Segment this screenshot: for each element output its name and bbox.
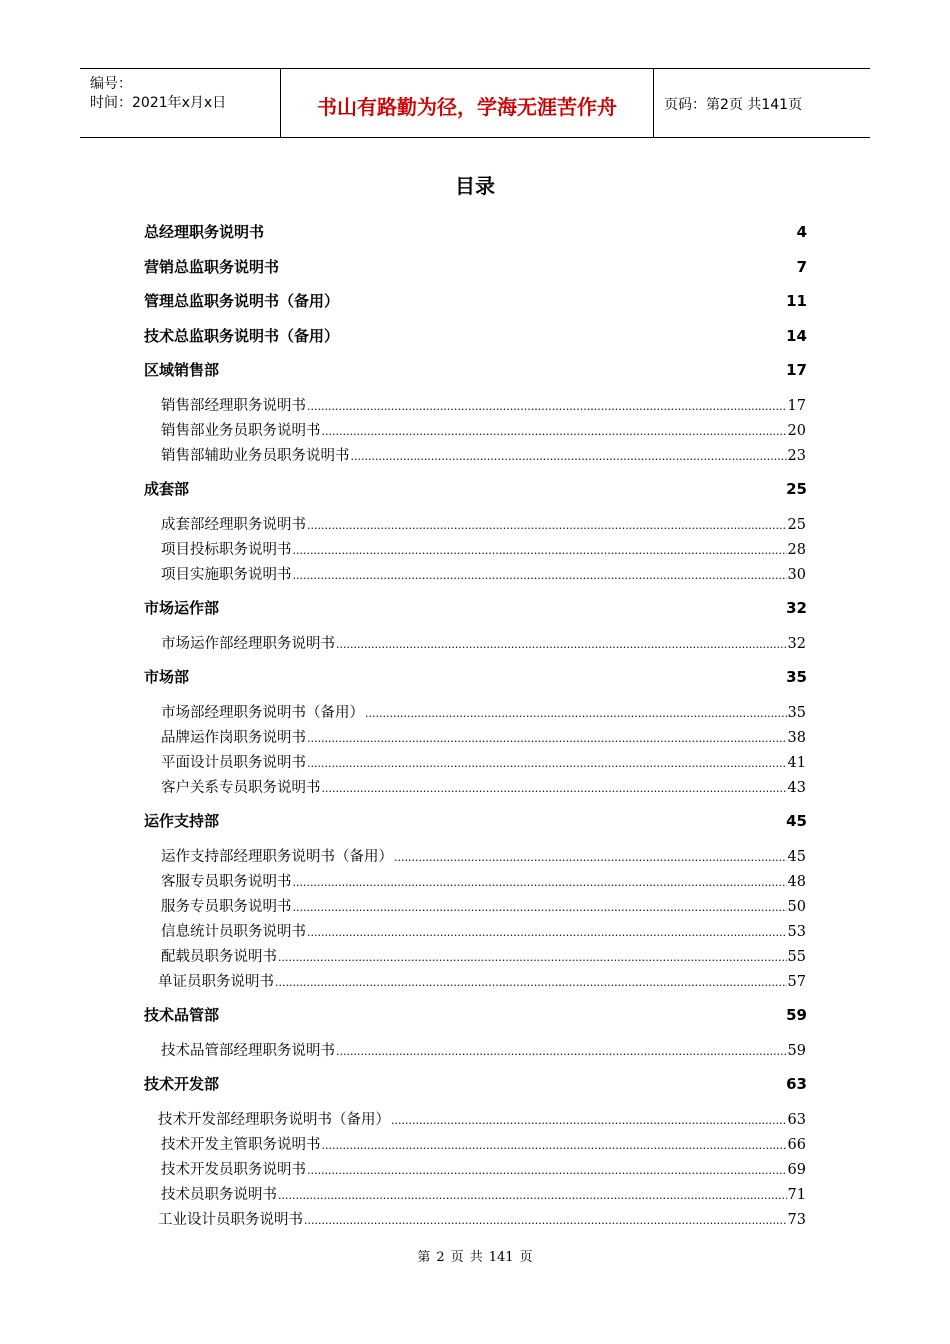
toc-entry-label: 管理总监职务说明书（备用） bbox=[144, 292, 340, 310]
toc-entry-label: 成套部 bbox=[144, 480, 190, 498]
toc-entry-label: 销售部业务员职务说明书 bbox=[161, 423, 321, 439]
toc-entry-page: 73 bbox=[787, 1212, 806, 1228]
toc-entry-label: 工业设计员职务说明书 bbox=[158, 1212, 303, 1228]
toc-section-entry[interactable] bbox=[144, 1004, 807, 1025]
toc-entry-page: 28 bbox=[787, 542, 806, 558]
toc-entry-page: 25 bbox=[787, 517, 806, 533]
toc-entry-page: 48 bbox=[787, 874, 806, 890]
toc-entry-page: 30 bbox=[787, 567, 806, 583]
toc-leader-dots bbox=[293, 544, 787, 557]
toc-entry-label: 市场部经理职务说明书（备用） bbox=[161, 705, 364, 721]
footer-part: 页 bbox=[519, 1250, 533, 1265]
toc-sub-entry[interactable] bbox=[161, 419, 806, 440]
toc-entry-page: 23 bbox=[787, 448, 806, 464]
toc-sub-entry[interactable] bbox=[161, 632, 806, 653]
toc-sub-entry[interactable] bbox=[158, 1108, 806, 1129]
toc-entry-label: 项目投标职务说明书 bbox=[161, 542, 292, 558]
toc-entry-page: 41 bbox=[787, 755, 806, 771]
toc-sub-entry[interactable] bbox=[161, 1183, 806, 1204]
toc-entry-page: 4 bbox=[796, 223, 807, 241]
footer-part: 共 bbox=[469, 1250, 483, 1265]
toc-sub-entry[interactable] bbox=[158, 1208, 806, 1229]
toc-entry-page: 11 bbox=[786, 292, 807, 310]
toc-entry-page: 66 bbox=[787, 1137, 806, 1153]
toc-entry-page: 55 bbox=[787, 949, 806, 965]
footer-part: 页 bbox=[450, 1250, 464, 1265]
toc-entry-label: 技术总监职务说明书（备用） bbox=[144, 327, 340, 345]
toc-entry-label: 技术开发部 bbox=[144, 1075, 220, 1093]
footer-current-page: 2 bbox=[436, 1250, 445, 1265]
toc-leader-dots bbox=[293, 569, 787, 582]
footer-total-pages: 141 bbox=[488, 1250, 514, 1265]
toc-leader-dots bbox=[351, 450, 787, 463]
toc-sub-entry[interactable] bbox=[158, 970, 806, 991]
toc-leader-dots bbox=[278, 1189, 787, 1202]
toc-entry-label: 项目实施职务说明书 bbox=[161, 567, 292, 583]
toc-entry-label: 平面设计员职务说明书 bbox=[161, 755, 306, 771]
toc-entry-label: 单证员职务说明书 bbox=[158, 974, 274, 990]
toc-entry-page: 69 bbox=[787, 1162, 806, 1178]
toc-entry-page: 32 bbox=[787, 636, 806, 652]
toc-entry-label: 客服专员职务说明书 bbox=[161, 874, 292, 890]
toc-section-entry[interactable] bbox=[144, 256, 807, 277]
toc-sub-entry[interactable] bbox=[161, 945, 806, 966]
toc-leader-dots bbox=[336, 638, 787, 651]
toc-sub-entry[interactable] bbox=[161, 538, 806, 559]
toc-leader-dots bbox=[322, 425, 787, 438]
header-motto: 书山有路勤为径，学海无涯苦作舟 bbox=[317, 94, 617, 119]
toc-entry-label: 市场运作部经理职务说明书 bbox=[161, 636, 335, 652]
toc-sub-entry[interactable] bbox=[161, 513, 806, 534]
toc-entry-page: 35 bbox=[787, 705, 806, 721]
toc-leader-dots bbox=[278, 951, 787, 964]
toc-section-entry[interactable] bbox=[144, 1073, 807, 1094]
toc-entry-label: 运作支持部经理职务说明书（备用） bbox=[161, 849, 393, 865]
toc-sub-entry[interactable] bbox=[161, 726, 806, 747]
toc-entry-page: 32 bbox=[786, 599, 807, 617]
toc-entry-label: 销售部经理职务说明书 bbox=[161, 398, 306, 414]
toc-entry-page: 35 bbox=[786, 668, 807, 686]
header-page-info: 页码：第2页 共141页 bbox=[664, 97, 803, 113]
toc-entry-page: 43 bbox=[787, 780, 806, 796]
toc-entry-page: 7 bbox=[796, 258, 807, 276]
toc-sub-entry[interactable] bbox=[161, 444, 806, 465]
footer-part: 第 bbox=[417, 1250, 431, 1265]
toc-section-entry[interactable] bbox=[144, 478, 807, 499]
toc-entry-label: 成套部经理职务说明书 bbox=[161, 517, 306, 533]
toc-entry-page: 20 bbox=[787, 423, 806, 439]
toc-entry-label: 信息统计员职务说明书 bbox=[161, 924, 306, 940]
toc-leader-dots bbox=[322, 1139, 787, 1152]
toc-leader-dots bbox=[275, 976, 787, 989]
toc-entry-label: 技术员职务说明书 bbox=[161, 1187, 277, 1203]
toc-entry-label: 技术开发员职务说明书 bbox=[161, 1162, 306, 1178]
toc-section-entry[interactable] bbox=[144, 597, 807, 618]
toc-entry-label: 总经理职务说明书 bbox=[144, 223, 265, 241]
header-time-label: 时间：2021年x月x日 bbox=[90, 95, 227, 111]
toc-section-entry[interactable] bbox=[144, 810, 807, 831]
toc-sub-entry[interactable] bbox=[161, 776, 806, 797]
toc-entry-page: 63 bbox=[787, 1112, 806, 1128]
toc-leader-dots bbox=[322, 782, 787, 795]
toc-sub-entry[interactable] bbox=[161, 1133, 806, 1154]
page-footer bbox=[0, 1246, 950, 1265]
toc-entry-page: 25 bbox=[786, 480, 807, 498]
toc-entry-label: 客户关系专员职务说明书 bbox=[161, 780, 321, 796]
toc-leader-dots bbox=[293, 901, 787, 914]
toc-entry-label: 品牌运作岗职务说明书 bbox=[161, 730, 306, 746]
toc-leader-dots bbox=[307, 732, 787, 745]
toc-leader-dots bbox=[307, 926, 787, 939]
toc-entry-label: 技术开发部经理职务说明书（备用） bbox=[158, 1112, 390, 1128]
toc-leader-dots bbox=[307, 519, 787, 532]
toc-entry-page: 45 bbox=[786, 812, 807, 830]
toc-entry-page: 50 bbox=[787, 899, 806, 915]
toc-leader-dots bbox=[307, 757, 787, 770]
toc-leader-dots bbox=[307, 1164, 787, 1177]
toc-sub-entry[interactable] bbox=[161, 563, 806, 584]
toc-sub-entry[interactable] bbox=[161, 895, 806, 916]
toc-entry-page: 63 bbox=[786, 1075, 807, 1093]
toc-sub-entry[interactable] bbox=[161, 870, 806, 891]
toc-entry-label: 市场部 bbox=[144, 668, 190, 686]
toc-entry-label: 技术品管部经理职务说明书 bbox=[161, 1043, 335, 1059]
toc-sub-entry[interactable] bbox=[161, 394, 806, 415]
toc-entry-page: 57 bbox=[787, 974, 806, 990]
toc-title: 目录 bbox=[455, 174, 495, 198]
toc-section-entry[interactable] bbox=[144, 325, 807, 346]
toc-leader-dots bbox=[307, 400, 787, 413]
toc-sub-entry[interactable] bbox=[161, 845, 806, 866]
toc-section-entry[interactable] bbox=[144, 221, 807, 242]
toc-entry-label: 技术开发主管职务说明书 bbox=[161, 1137, 321, 1153]
toc-leader-dots bbox=[365, 707, 787, 720]
toc-entry-page: 17 bbox=[786, 361, 807, 379]
toc-leader-dots bbox=[304, 1214, 787, 1227]
toc-section-entry[interactable] bbox=[144, 666, 807, 687]
toc-section-entry[interactable] bbox=[144, 359, 807, 380]
toc-entry-label: 销售部辅助业务员职务说明书 bbox=[161, 448, 350, 464]
toc-entry-label: 营销总监职务说明书 bbox=[144, 258, 280, 276]
toc-entry-page: 53 bbox=[787, 924, 806, 940]
toc-entry-page: 71 bbox=[787, 1187, 806, 1203]
toc-leader-dots bbox=[394, 851, 787, 864]
toc-entry-label: 服务专员职务说明书 bbox=[161, 899, 292, 915]
toc-sub-entry[interactable] bbox=[161, 751, 806, 772]
toc-entry-page: 59 bbox=[786, 1006, 807, 1024]
toc-entry-page: 17 bbox=[787, 398, 806, 414]
toc-entry-label: 运作支持部 bbox=[144, 812, 220, 830]
toc-entry-page: 38 bbox=[787, 730, 806, 746]
toc-entry-label: 配载员职务说明书 bbox=[161, 949, 277, 965]
toc-section-entry[interactable] bbox=[144, 290, 807, 311]
toc-sub-entry[interactable] bbox=[161, 920, 806, 941]
toc-sub-entry[interactable] bbox=[161, 701, 806, 722]
toc-entry-page: 59 bbox=[787, 1043, 806, 1059]
toc-entry-page: 45 bbox=[787, 849, 806, 865]
toc-sub-entry[interactable] bbox=[161, 1158, 806, 1179]
toc-leader-dots bbox=[293, 876, 787, 889]
toc-entry-label: 技术品管部 bbox=[144, 1006, 220, 1024]
toc-sub-entry[interactable] bbox=[161, 1039, 806, 1060]
toc-entry-label: 区域销售部 bbox=[144, 361, 220, 379]
toc-entry-label: 市场运作部 bbox=[144, 599, 220, 617]
toc-entry-page: 14 bbox=[786, 327, 807, 345]
toc-leader-dots bbox=[336, 1045, 787, 1058]
toc-leader-dots bbox=[391, 1114, 787, 1127]
header-code-label: 编号： bbox=[90, 76, 132, 92]
